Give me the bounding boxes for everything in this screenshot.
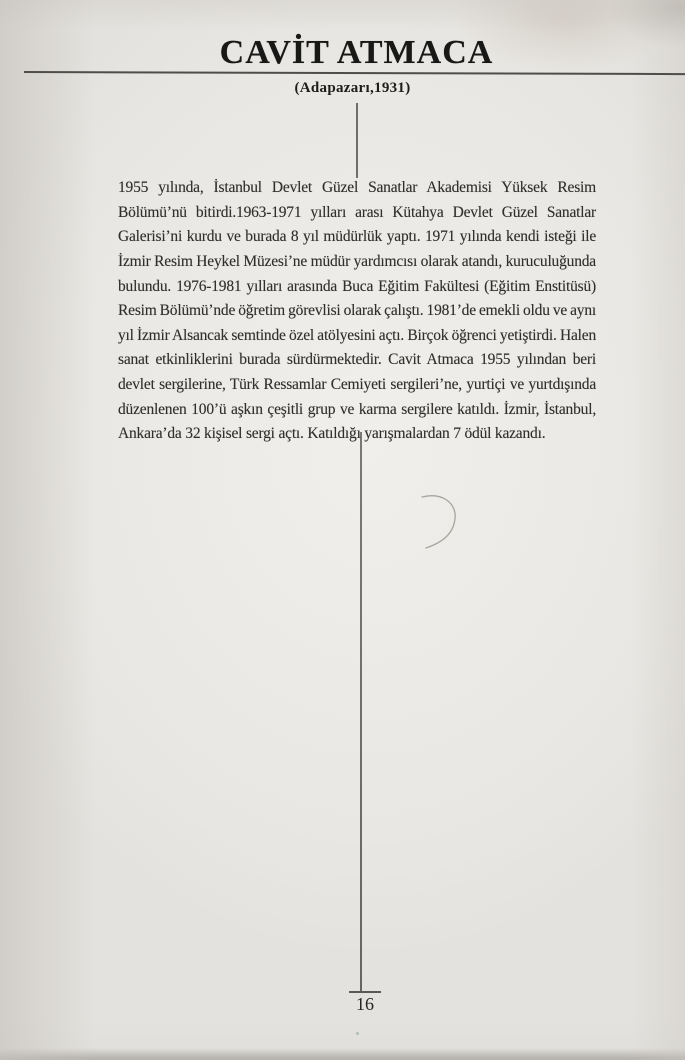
page-subtitle: (Adapazarı,1931)	[294, 80, 411, 96]
page-title: CAVİT ATMACA	[219, 34, 494, 71]
bio-line: devlet sergilerine, Türk Ressamlar Cemiyeti sergileri’ne, yurtiçi ve yurtdışında	[118, 376, 596, 394]
bio-line: 1955 yılında, İstanbul Devlet Güzel Sanatlar Akademisi Yüksek Resim	[118, 179, 596, 196]
center-guide-line-top	[356, 103, 358, 178]
bio-line: bulundu. 1976-1981 yılları arasında Buca Eğitim Fakültesi (Eğitim Enstitüsü)	[118, 277, 596, 295]
center-guide-line-bottom	[360, 432, 362, 992]
bio-line: Bölümü’nü bitirdi.1963-1971 yılları arası Kütahya Devlet Güzel Sanatlar	[118, 203, 596, 221]
page-number-tick	[349, 991, 381, 993]
bio-line: Galerisi’ni kurdu ve burada 8 yıl müdürlük yaptı. 1971 yılında kendi isteği ile	[118, 228, 596, 246]
bio-line: düzenlenen 100’ü aşkın çeşitli grup ve karma sergilere katıldı. İzmir, İstanbul,	[118, 400, 596, 418]
bio-line: Resim Bölümü’nde öğretim görevlisi olarak çalıştı. 1981’de emekli oldu ve aynı	[118, 302, 596, 320]
bio-line-last: Ankara’da 32 kişisel sergi açtı. Katıldığı yarışmalardan 7 ödül kazandı.	[118, 425, 546, 443]
bio-line: sanat etkinliklerini burada sürdürmektedir. Cavit Atmaca 1955 yılından beri	[118, 351, 596, 369]
page-number: 16	[356, 994, 374, 1014]
bio-line: İzmir Resim Heykel Müzesi’ne müdür yardımcısı olarak atandı, kuruculuğunda	[118, 252, 596, 270]
biography-paragraph	[118, 176, 596, 447]
bio-line: yıl İzmir Alsancak semtinde özel atölyesini açtı. Birçok öğrenci yetiştirdi. Halen	[118, 326, 596, 344]
scan-speck	[356, 1032, 359, 1035]
pen-mark-curve	[415, 488, 465, 552]
